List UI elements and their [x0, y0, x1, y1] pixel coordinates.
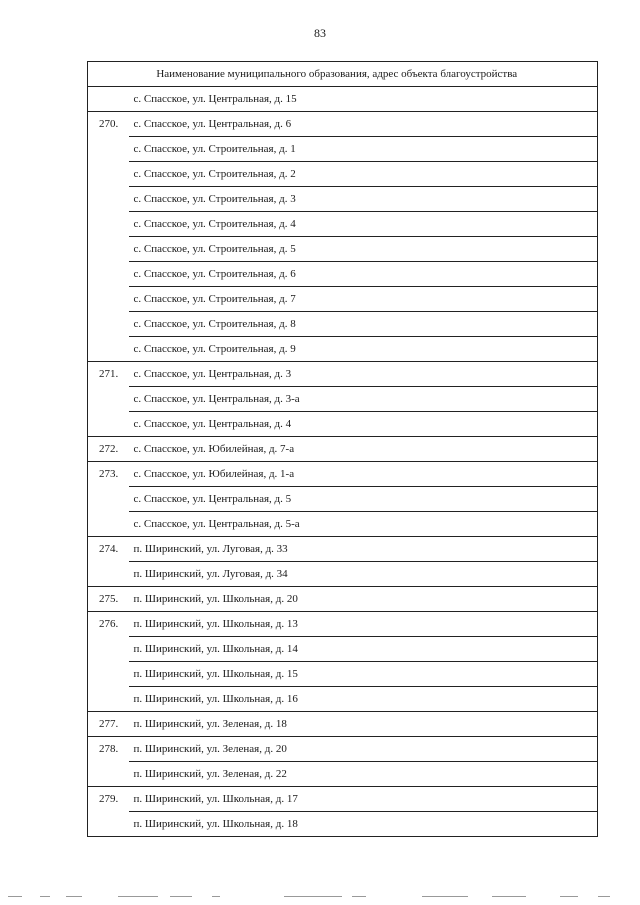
row-number-cell: 274. [88, 537, 129, 562]
row-number-cell: 271. [88, 362, 129, 387]
address-cell: п. Ширинский, ул. Школьная, д. 17 [129, 787, 598, 812]
address-cell: п. Ширинский, ул. Зеленая, д. 22 [129, 762, 598, 787]
row-number-cell: 270. [88, 112, 129, 137]
address-cell: п. Ширинский, ул. Школьная, д. 20 [129, 587, 598, 612]
row-number-cell [88, 187, 129, 212]
table-row [88, 812, 598, 837]
row-number-cell [88, 487, 129, 512]
row-number-cell [88, 562, 129, 587]
page-number: 83 [314, 26, 326, 40]
table-row [88, 187, 598, 212]
address-cell: с. Спасское, ул. Строительная, д. 6 [129, 262, 598, 287]
row-number-cell [88, 512, 129, 537]
table-row [88, 662, 598, 687]
table-row [88, 337, 598, 362]
table-row [88, 412, 598, 437]
scan-artifacts [0, 895, 640, 899]
address-table [87, 61, 598, 837]
row-number-cell: 277. [88, 712, 129, 737]
table-row [88, 287, 598, 312]
row-number-cell [88, 662, 129, 687]
address-cell: п. Ширинский, ул. Школьная, д. 18 [129, 812, 598, 837]
address-cell: с. Спасское, ул. Строительная, д. 8 [129, 312, 598, 337]
header-name-cell: Наименование муниципального образования, адрес объекта благоустройства [129, 62, 598, 87]
table-row [88, 562, 598, 587]
address-cell: п. Ширинский, ул. Школьная, д. 16 [129, 687, 598, 712]
address-cell: с. Спасское, ул. Строительная, д. 4 [129, 212, 598, 237]
address-cell: с. Спасское, ул. Строительная, д. 1 [129, 137, 598, 162]
table-row [88, 637, 598, 662]
table-row [88, 112, 598, 137]
address-cell: с. Спасское, ул. Центральная, д. 3-а [129, 387, 598, 412]
row-number-cell: 276. [88, 612, 129, 637]
address-cell: с. Спасское, ул. Центральная, д. 15 [129, 87, 598, 112]
table-row [88, 512, 598, 537]
row-number-cell [88, 137, 129, 162]
table-row [88, 437, 598, 462]
table-row [88, 687, 598, 712]
address-cell: с. Спасское, ул. Строительная, д. 3 [129, 187, 598, 212]
address-cell: с. Спасское, ул. Строительная, д. 7 [129, 287, 598, 312]
row-number-cell [88, 637, 129, 662]
row-number-cell [88, 412, 129, 437]
address-cell: п. Ширинский, ул. Школьная, д. 13 [129, 612, 598, 637]
table-body [88, 87, 598, 837]
row-number-cell [88, 237, 129, 262]
address-cell: п. Ширинский, ул. Школьная, д. 15 [129, 662, 598, 687]
address-cell: с. Спасское, ул. Центральная, д. 5-а [129, 512, 598, 537]
table-header-row [88, 62, 598, 87]
row-number-cell [88, 762, 129, 787]
row-number-cell [88, 287, 129, 312]
row-number-cell: 275. [88, 587, 129, 612]
row-number-cell [88, 212, 129, 237]
address-cell: с. Спасское, ул. Центральная, д. 4 [129, 412, 598, 437]
table-row [88, 237, 598, 262]
row-number-cell: 278. [88, 737, 129, 762]
table-row [88, 537, 598, 562]
table-row [88, 137, 598, 162]
address-table-container [87, 61, 597, 837]
address-cell: с. Спасское, ул. Юбилейная, д. 1-а [129, 462, 598, 487]
table-row [88, 212, 598, 237]
table-row [88, 762, 598, 787]
address-cell: п. Ширинский, ул. Школьная, д. 14 [129, 637, 598, 662]
address-cell: с. Спасское, ул. Строительная, д. 5 [129, 237, 598, 262]
row-number-cell [88, 87, 129, 112]
row-number-cell [88, 812, 129, 837]
table-row [88, 262, 598, 287]
row-number-cell [88, 312, 129, 337]
table-row [88, 462, 598, 487]
table-row [88, 362, 598, 387]
table-row [88, 487, 598, 512]
address-cell: с. Спасское, ул. Строительная, д. 2 [129, 162, 598, 187]
table-row [88, 312, 598, 337]
table-row [88, 737, 598, 762]
row-number-cell [88, 162, 129, 187]
row-number-cell: 273. [88, 462, 129, 487]
table-row [88, 87, 598, 112]
address-cell: с. Спасское, ул. Центральная, д. 5 [129, 487, 598, 512]
row-number-cell [88, 337, 129, 362]
address-cell: с. Спасское, ул. Центральная, д. 6 [129, 112, 598, 137]
table-row [88, 387, 598, 412]
row-number-cell [88, 687, 129, 712]
row-number-cell: 279. [88, 787, 129, 812]
table-row [88, 612, 598, 637]
address-cell: с. Спасское, ул. Юбилейная, д. 7-а [129, 437, 598, 462]
address-cell: п. Ширинский, ул. Зеленая, д. 20 [129, 737, 598, 762]
address-cell: с. Спасское, ул. Строительная, д. 9 [129, 337, 598, 362]
address-cell: п. Ширинский, ул. Зеленая, д. 18 [129, 712, 598, 737]
row-number-cell: 272. [88, 437, 129, 462]
table-row [88, 787, 598, 812]
table-row [88, 712, 598, 737]
row-number-cell [88, 387, 129, 412]
header-num-cell [88, 62, 129, 87]
address-cell: п. Ширинский, ул. Луговая, д. 33 [129, 537, 598, 562]
address-cell: п. Ширинский, ул. Луговая, д. 34 [129, 562, 598, 587]
table-row [88, 587, 598, 612]
table-row [88, 162, 598, 187]
address-cell: с. Спасское, ул. Центральная, д. 3 [129, 362, 598, 387]
row-number-cell [88, 262, 129, 287]
